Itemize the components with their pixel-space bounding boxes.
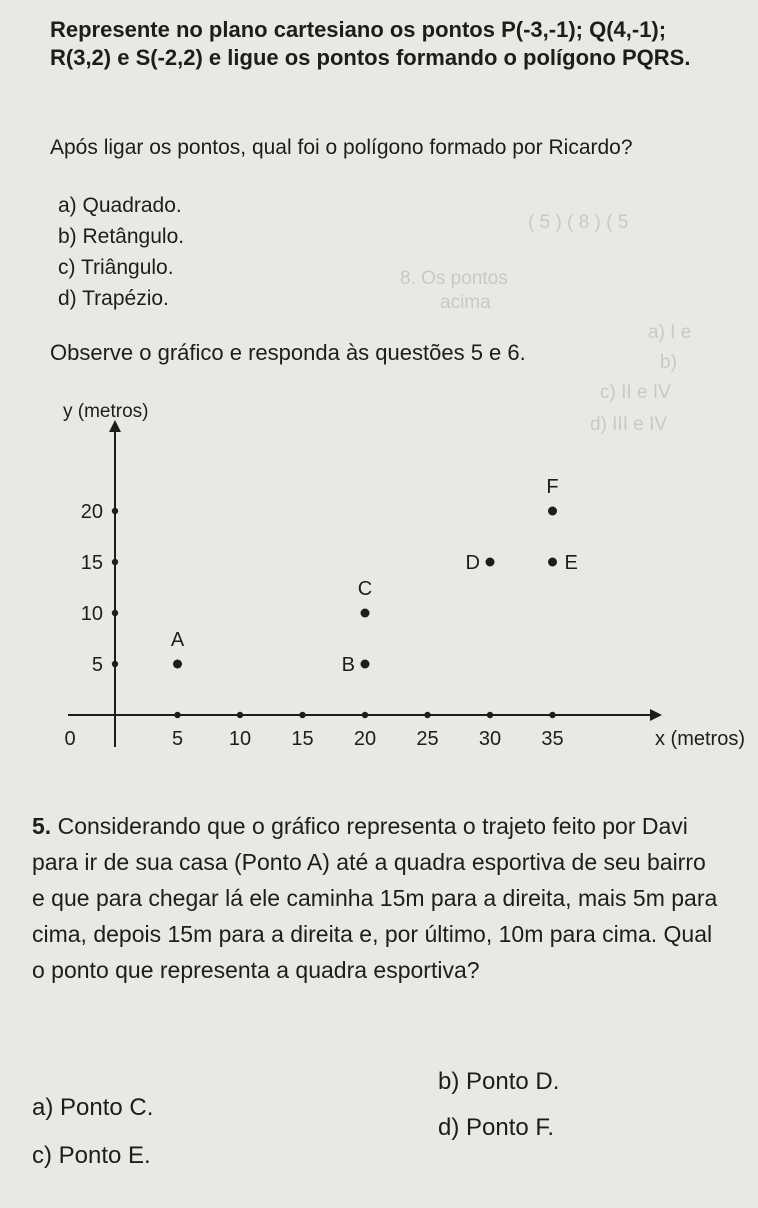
point-e xyxy=(548,558,557,567)
option-c: c) Triângulo. xyxy=(58,256,174,279)
point-f xyxy=(548,507,557,516)
x-tick-mark xyxy=(299,712,305,718)
y-tick-mark xyxy=(112,508,118,514)
x-tick-mark xyxy=(424,712,430,718)
y-tick-label: 20 xyxy=(80,501,103,523)
x-tick-mark xyxy=(174,712,180,718)
show-through-text: b) xyxy=(660,352,677,373)
x-tick-label: 20 xyxy=(353,728,377,750)
y-tick-mark xyxy=(112,610,118,616)
x-tick-label: 30 xyxy=(478,728,502,750)
point-label-b: B xyxy=(341,654,355,676)
x-tick-label: 0 xyxy=(64,728,76,750)
question-5-number: 5. xyxy=(32,813,52,839)
answer-option-b: b) Ponto D. xyxy=(438,1068,560,1095)
x-tick-mark xyxy=(487,712,493,718)
question-2-options xyxy=(58,190,184,314)
show-through-text: 8. Os pontos xyxy=(400,268,508,289)
point-label-d: D xyxy=(465,552,480,574)
question-1-text: Represente no plano cartesiano os pontos P(-3,-1); Q(4,-1); R(3,2) e S(-2,2) e ligue os pontos formando o polígono PQRS. xyxy=(50,17,691,70)
x-axis-arrow xyxy=(650,709,662,721)
y-tick-mark xyxy=(112,661,118,667)
show-through-text: a) I e xyxy=(648,322,692,343)
x-tick-label: 15 xyxy=(291,728,314,750)
y-tick-label: 10 xyxy=(80,603,103,625)
y-tick-label: 5 xyxy=(91,654,103,676)
cartesian-chart xyxy=(40,392,758,792)
point-d xyxy=(486,558,495,567)
x-tick-mark xyxy=(362,712,368,718)
question-2-text: Após ligar os pontos, qual foi o polígono formado por Ricardo? xyxy=(50,136,633,159)
x-tick-label: 35 xyxy=(541,728,564,750)
x-tick-mark xyxy=(237,712,243,718)
option-a: a) Quadrado. xyxy=(58,194,182,217)
point-c xyxy=(361,609,370,618)
point-label-c: C xyxy=(357,578,373,600)
x-tick-label: 5 xyxy=(171,728,184,750)
y-tick-label: 15 xyxy=(80,552,103,574)
show-through-text: ( 5 ) ( 8 ) ( 5 xyxy=(528,212,629,233)
question-5-text: Considerando que o gráfico representa o trajeto feito por Davi para ir de sua casa (Ponto A) até a quadra esportiva de seu bairro e que para chegar lá ele caminha 15m para a direita, mais 5m para cima, depois 15m para a direita e, por último, 10m para cima. Qual o ponto que representa a quadra esportiva? xyxy=(32,813,718,983)
point-label-e: E xyxy=(564,552,578,574)
question-5 xyxy=(32,808,722,988)
x-tick-label: 25 xyxy=(416,728,439,750)
y-tick-mark xyxy=(112,559,118,565)
x-tick-label: 10 xyxy=(228,728,252,750)
point-a xyxy=(173,660,182,669)
option-b: b) Retângulo. xyxy=(58,225,185,248)
answer-option-d: d) Ponto F. xyxy=(438,1114,555,1141)
point-b xyxy=(361,660,370,669)
option-d: d) Trapézio. xyxy=(58,287,169,310)
point-label-a: A xyxy=(170,629,185,651)
answer-option-a: a) Ponto C. xyxy=(32,1094,154,1121)
x-tick-mark xyxy=(549,712,555,718)
show-through-text: acima xyxy=(440,292,491,313)
x-axis-label: x (metros) xyxy=(655,728,745,750)
observe-instruction: Observe o gráfico e responda às questões 5 e 6. xyxy=(50,340,526,365)
show-through-text: d) III e IV xyxy=(590,414,668,435)
point-label-f: F xyxy=(546,476,559,498)
y-axis-label: y (metros) xyxy=(63,401,149,422)
show-through-text: c) II e IV xyxy=(600,382,671,403)
answer-option-c: c) Ponto E. xyxy=(32,1142,151,1169)
